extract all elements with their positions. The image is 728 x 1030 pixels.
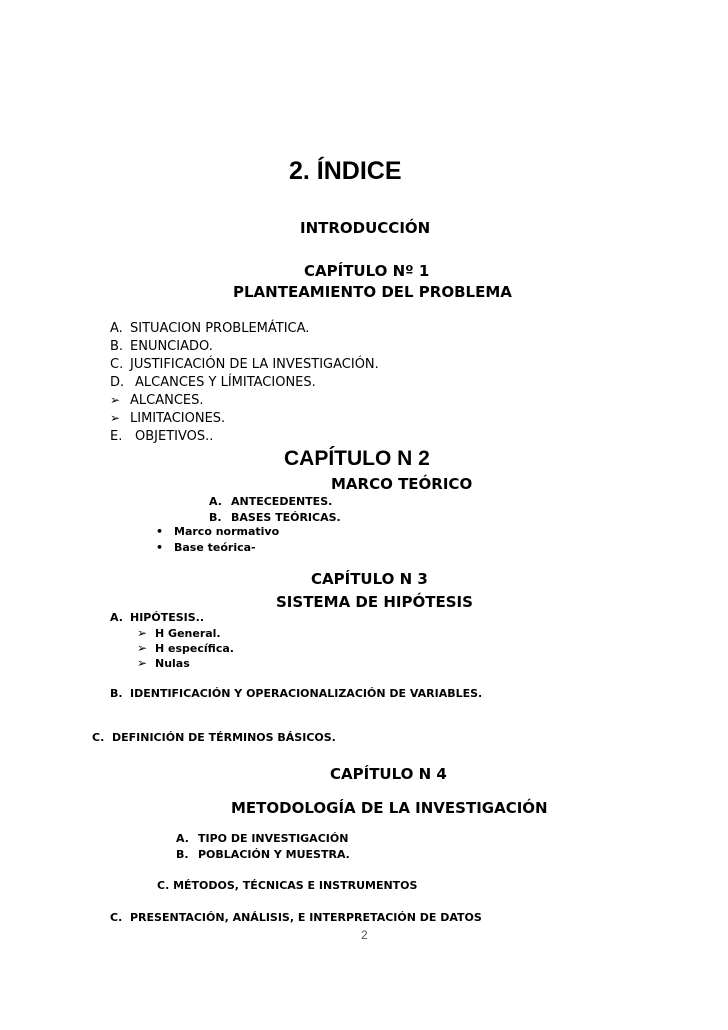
item-text: ALCANCES Y LÍMITACIONES. <box>135 375 316 390</box>
chapter2-item <box>209 511 341 524</box>
bullet-icon: • <box>156 541 164 554</box>
item-text: DEFINICIÓN DE TÉRMINOS BÁSICOS. <box>112 731 336 744</box>
item-text: Nulas <box>155 657 190 670</box>
item-text: HIPÓTESIS.. <box>130 611 205 624</box>
item-text: IDENTIFICACIÓN Y OPERACIONALIZACIÓN DE VARIABLES. <box>130 687 483 700</box>
chapter1-number: CAPÍTULO Nº 1 <box>304 262 430 280</box>
chapter3-subitem <box>137 656 190 670</box>
chapter2-number: CAPÍTULO N 2 <box>284 447 430 470</box>
page-number: 2 <box>361 928 368 942</box>
chapter3-name: SISTEMA DE HIPÓTESIS <box>276 593 473 611</box>
item-text: BASES TEÓRICAS. <box>231 511 341 524</box>
chapter1-item <box>110 357 379 372</box>
item-marker: B. <box>209 511 222 524</box>
item-text: H específica. <box>155 642 234 655</box>
arrow-bullet-icon: ➢ <box>137 641 148 655</box>
chapter4-presentation <box>110 911 482 924</box>
chapter3-subitem <box>137 641 234 655</box>
item-marker: D. <box>110 375 125 390</box>
item-marker: A. <box>110 321 123 336</box>
item-marker: E. <box>110 429 123 444</box>
item-marker: B. <box>110 687 123 700</box>
chapter4-name: METODOLOGÍA DE LA INVESTIGACIÓN <box>231 799 548 817</box>
item-text: OBJETIVOS.. <box>135 429 214 444</box>
item-text: H General. <box>155 627 221 640</box>
chapter2-item <box>209 495 332 508</box>
chapter3-number: CAPÍTULO N 3 <box>311 570 428 588</box>
chapter2-bullet <box>156 541 256 554</box>
item-marker: B. <box>176 848 189 861</box>
item-text: Marco normativo <box>174 525 280 538</box>
chapter4-methods: C. MÉTODOS, TÉCNICAS E INSTRUMENTOS <box>157 879 418 892</box>
item-text: ALCANCES. <box>130 393 204 408</box>
introduction-heading: INTRODUCCIÓN <box>300 219 431 237</box>
chapter2-name: MARCO TEÓRICO <box>331 475 473 493</box>
chapter3-item-c <box>92 731 336 744</box>
chapter3-item-b <box>110 687 482 700</box>
item-marker: A. <box>209 495 222 508</box>
item-text: TIPO DE INVESTIGACIÓN <box>198 832 349 845</box>
chapter3-subitem <box>137 626 221 640</box>
item-text: SITUACION PROBLEMÁTICA. <box>130 321 310 336</box>
chapter4-number: CAPÍTULO N 4 <box>330 765 447 783</box>
chapter1-item <box>110 321 309 336</box>
item-text: JUSTIFICACIÓN DE LA INVESTIGACIÓN. <box>130 357 379 372</box>
chapter1-item <box>110 339 213 354</box>
item-marker: A. <box>110 611 123 624</box>
item-marker: C. <box>92 731 105 744</box>
arrow-bullet-icon: ➢ <box>110 411 121 425</box>
item-text: LIMITACIONES. <box>130 411 226 426</box>
chapter1-item <box>110 393 204 408</box>
chapter1-item <box>110 375 316 390</box>
item-marker: A. <box>176 832 189 845</box>
item-text: ENUNCIADO. <box>130 339 213 354</box>
item-marker: C. <box>110 357 124 372</box>
chapter2-bullet <box>156 525 279 538</box>
item-text: PRESENTACIÓN, ANÁLISIS, E INTERPRETACIÓN DE DATOS <box>130 911 482 924</box>
item-text: ANTECEDENTES. <box>231 495 333 508</box>
item-text: Base teórica- <box>174 541 256 554</box>
chapter1-item <box>110 429 213 444</box>
chapter1-name: PLANTEAMIENTO DEL PROBLEMA <box>233 283 512 301</box>
arrow-bullet-icon: ➢ <box>110 393 121 407</box>
arrow-bullet-icon: ➢ <box>137 626 148 640</box>
page-title: 2. ÍNDICE <box>289 157 402 185</box>
chapter1-item <box>110 411 225 426</box>
arrow-bullet-icon: ➢ <box>137 656 148 670</box>
item-marker: B. <box>110 339 124 354</box>
bullet-icon: • <box>156 525 164 538</box>
item-text: POBLACIÓN Y MUESTRA. <box>198 848 350 861</box>
chapter4-item <box>176 832 348 845</box>
chapter4-item <box>176 848 350 861</box>
item-marker: C. <box>110 911 123 924</box>
chapter3-item-a <box>110 611 204 624</box>
